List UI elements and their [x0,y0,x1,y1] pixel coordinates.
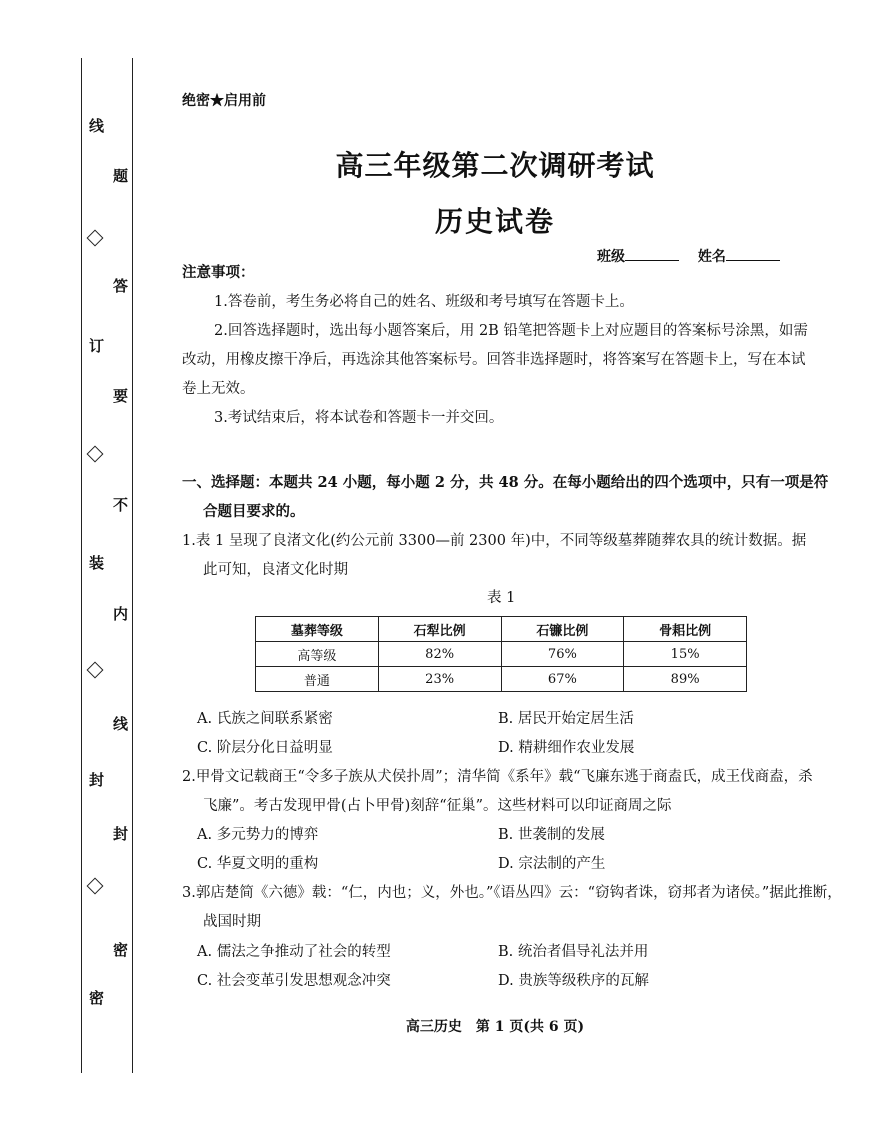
secret-label: 绝密★启用前 [182,93,266,109]
q2-option-d: D. 宗法制的产生 [498,856,606,872]
binding-inner-char: 封 [111,826,129,841]
binding-inner-char: 题 [111,168,129,183]
data-table [255,616,747,692]
binding-inner-char: 内 [111,606,129,621]
q2-option-b: B. 世袭制的发展 [498,827,605,843]
table-cell: 23% [378,667,501,692]
q2-option-a: A. 多元势力的博弈 [197,827,319,843]
notice-item-2-line-2: 改动，用橡皮擦干净后，再选涂其他答案标号。回答非选择题时，将答案写在答题卡上，写在本试 [182,352,806,368]
name-label: 姓名 [697,249,726,265]
table-cell: 15% [624,642,747,667]
table-cell: 89% [624,667,747,692]
name-blank [726,248,780,261]
question-2-stem: 2.甲骨文记载商王“令多子族从犬侯扑周”；清华简《系年》载“飞廉东逃于商盍氏，成王伐商盍，杀 [182,769,813,785]
exam-subtitle: 历史试卷 [434,205,555,238]
binding-char-xian: 线 [87,118,105,133]
table-cell: 普通 [256,667,379,692]
binding-inner-char: 不 [111,497,129,512]
table-caption: 表 1 [487,590,516,606]
question-1-stem: 1.表 1 呈现了良渚文化(约公元前 3300—前 2300 年)中，不同等级墓葬随葬农具的统计数据。据 [182,533,807,549]
q3-option-d: D. 贵族等级秩序的瓦解 [498,973,649,989]
table-row [256,667,747,692]
student-info-fields [597,246,794,266]
notice-item-3: 3.考试结束后，将本试卷和答题卡一并交回。 [214,410,504,426]
table-header-cell: 石犁比例 [378,617,501,642]
class-blank [625,248,679,261]
table-row [256,642,747,667]
question-1-stem-cont: 此可知，良渚文化时期 [203,562,348,578]
q3-option-c: C. 社会变革引发思想观念冲突 [197,973,391,989]
table-cell: 76% [501,642,624,667]
binding-diamond [87,446,104,463]
section-1-heading-cont: 合题目要求的。 [203,503,305,520]
exam-title: 高三年级第二次调研考试 [335,149,655,182]
binding-inner-char: 答 [111,278,129,293]
binding-diamond [87,878,104,895]
q3-option-b: B. 统治者倡导礼法并用 [498,944,649,960]
notice-heading: 注意事项： [182,264,255,281]
binding-char-zhuang: 装 [87,555,105,570]
page-footer: 高三历史 第 1 页(共 6 页) [405,1019,585,1035]
q1-option-b: B. 居民开始定居生活 [498,711,634,727]
notice-item-2-line-3: 卷上无效。 [182,381,255,397]
notice-item-1: 1.答卷前，考生务必将自己的姓名、班级和考号填写在答题卡上。 [214,294,634,310]
binding-inner-char: 密 [111,942,129,957]
binding-inner-char: 线 [111,716,129,731]
question-3-stem: 3.郭店楚简《六德》载：“仁，内也；义，外也。”《语丛四》云：“窃钩者诛，窃邦者为诸侯。”据此推断， [182,885,842,901]
q3-option-a: A. 儒法之争推动了社会的转型 [197,944,391,960]
table-header-row [256,617,747,642]
table-header-cell: 墓葬等级 [256,617,379,642]
table-header-cell: 骨耜比例 [624,617,747,642]
notice-item-2-line-1: 2.回答选择题时，选出每小题答案后，用 2B 铅笔把答题卡上对应题目的答案标号涂黑，如需 [214,323,808,339]
table-header-cell: 石镰比例 [501,617,624,642]
table-cell: 67% [501,667,624,692]
binding-char-ding: 订 [87,338,105,353]
binding-char-feng: 封 [87,772,105,787]
table-cell: 高等级 [256,642,379,667]
section-1-heading: 一、选择题：本题共 24 小题，每小题 2 分，共 48 分。在每小题给出的四个选项中，只有一项是符 [182,474,829,491]
class-label: 班级 [597,249,625,265]
q1-option-d: D. 精耕细作农业发展 [498,740,635,756]
q2-option-c: C. 华夏文明的重构 [197,856,319,872]
q1-option-c: C. 阶层分化日益明显 [197,740,333,756]
q1-option-a: A. 氏族之间联系紧密 [197,711,333,727]
binding-diamond [87,662,104,679]
question-2-stem-cont: 飞廉”。考古发现甲骨(占卜甲骨)刻辞“征巢”。这些材料可以印证商周之际 [203,798,672,814]
binding-char-mi: 密 [87,990,105,1005]
binding-inner-char: 要 [111,388,129,403]
table-cell: 82% [378,642,501,667]
question-3-stem-cont: 战国时期 [203,914,261,930]
